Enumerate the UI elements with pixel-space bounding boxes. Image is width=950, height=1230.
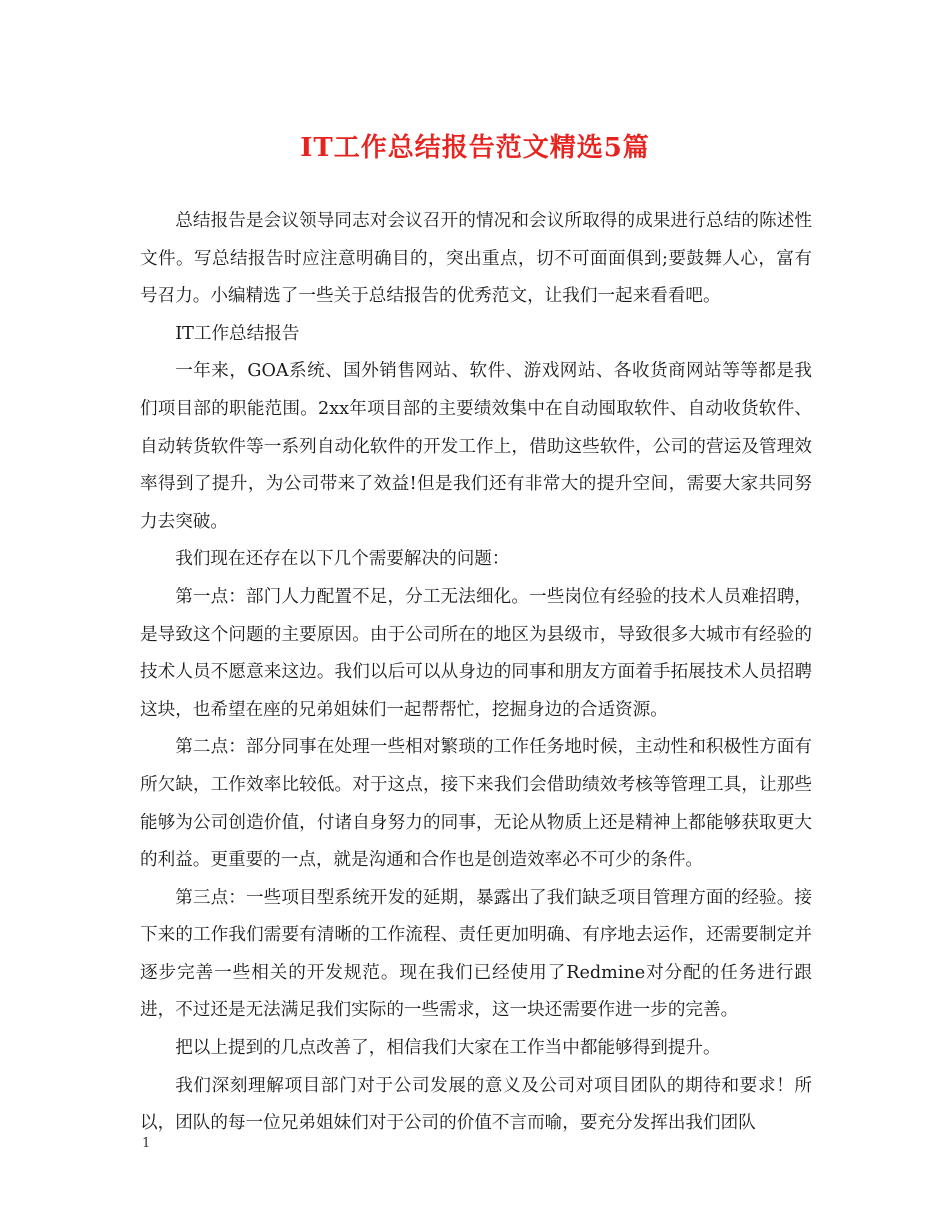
paragraph-point-one: 第一点：部门人力配置不足，分工无法细化。一些岗位有经验的技术人员难招聘，是导致这个问题的主要原因。由于公司所在的地区为县级市，导致很多大城市有经验的技术人员不愿意来这边。我们以后可以从身边的同事和朋友方面着手拓展技术人员招聘这块，也希望在座的兄弟姐妹们一起帮帮忙，挖掘身边的合适资源。 xyxy=(140,586,812,720)
paragraph-team-value: 我们深刻理解项目部门对于公司发展的意义及公司对项目团队的期待和要求！所以，团队的每一位兄弟姐妹们对于公司的价值不言而喻，要充分发挥出我们团队 xyxy=(140,1075,812,1134)
document-body xyxy=(140,203,812,1143)
paragraph-intro: 总结报告是会议领导同志对会议召开的情况和会议所取得的成果进行总结的陈述性文件。写总结报告时应注意明确目的，突出重点，切不可面面俱到;要鼓舞人心，富有号召力。小编精选了一些关于总结报告的优秀范文，让我们一起来看看吧。 xyxy=(140,211,812,307)
paragraph-improvement: 把以上提到的几点改善了，相信我们大家在工作当中都能够得到提升。 xyxy=(175,1038,721,1059)
paragraph-point-three: 第三点：一些项目型系统开发的延期，暴露出了我们缺乏项目管理方面的经验。接下来的工作我们需要有清晰的工作流程、责任更加明确、有序地去运作，还需要制定并逐步完善一些相关的开发规范。现在我们已经使用了Redmine对分配的任务进行跟进，不过还是无法满足我们实际的一些需求，这一块还需要作进一步的完善。 xyxy=(140,887,812,1021)
section-heading: IT工作总结报告 xyxy=(175,323,300,344)
page-number: 1 xyxy=(142,1136,151,1151)
paragraph-problems-intro: 我们现在还存在以下几个需要解决的问题： xyxy=(175,549,510,570)
document-title: IT工作总结报告范文精选5篇 xyxy=(300,133,650,163)
paragraph-point-two: 第二点：部分同事在处理一些相对繁琐的工作任务地时候，主动性和积极性方面有所欠缺，工作效率比较低。对于这点，接下来我们会借助绩效考核等管理工具，让那些能够为公司创造价值，付诸自身努力的同事，无论从物质上还是精神上都能够获取更大的利益。更重要的一点，就是沟通和合作也是创造效率必不可少的条件。 xyxy=(140,737,812,871)
paragraph-overview: 一年来，GOA系统、国外销售网站、软件、游戏网站、各收货商网站等等都是我们项目部的职能范围。2xx年项目部的主要绩效集中在自动囤取软件、自动收货软件、自动转货软件等一系列自动化软件的开发工作上，借助这些软件，公司的营运及管理效率得到了提升，为公司带来了效益!但是我们还有非常大的提升空间，需要大家共同努力去突破。 xyxy=(140,361,812,532)
